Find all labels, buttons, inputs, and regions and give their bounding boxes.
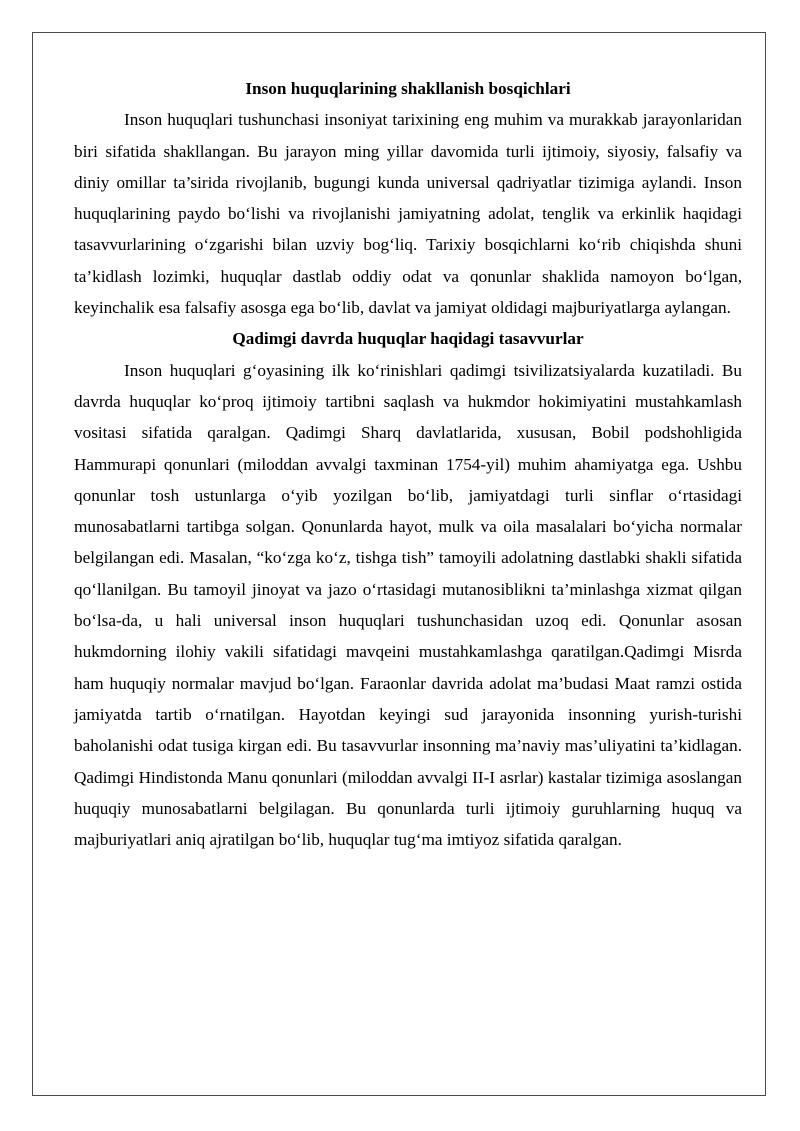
section-heading-formation-stages: Inson huquqlarining shakllanish bosqichlari xyxy=(245,79,571,98)
section-heading-ancient-period: Qadimgi davrda huquqlar haqidagi tasavvurlar xyxy=(232,329,584,349)
paragraph-ancient-period: Inson huquqlari g‘oyasining ilk ko‘rinishlari qadimgi tsivilizatsiyalarda kuzatiladi. Bu davrda huquqlar ko‘proq ijtimoiy tartibni saqlash va hukmdor hokimiyatini mustahkamlash vositasi sifatida qaralgan. Qadimgi Sharq davlatlarida, xususan, Bobil podshohligida Hammurapi qonunlari (miloddan avvalgi taxminan 1754-yil) muhim ahamiyatga ega. Ushbu qonunlar tosh ustunlarga o‘yib yozilgan bo‘lib, jamiyatdagi turli sinflar o‘rtasidagi munosabatlarni tartibga solgan. Qonunlarda hayot, mulk va oila masalalari bo‘yicha normalar belgilangan edi. Masalan, “ko‘zga ko‘z, tishga tish” tamoyili adolatning dastlabki shakli sifatida qo‘llanilgan. Bu tamoyil jinoyat va jazo o‘rtasidagi mutanosiblikni ta’minlashga xizmat qilgan bo‘lsa-da, u hali universal inson huquqlari tushunchasidan uzoq edi. Qonunlar asosan hukmdorning ilohiy vakili sifatidagi mavqeini mustahkamlashga qaratilgan.Qadimgi Misrda ham huquqiy normalar mavjud bo‘lgan. Faraonlar davrida adolat ma’budasi Maat ramzi ostida jamiyatda tartib o‘rnatilgan. Hayotdan keyingi sud jarayonida insonning yurish-turishi baholanishi odat tusiga kirgan edi. Bu tasavvurlar insonning ma’naviy mas’uliyatini ta’kidlagan. Qadimgi Hindistonda Manu qonunlari (miloddan avvalgi II-I asrlar) kastalar tizimiga asoslangan huquqiy munosabatlarni belgilagan. Bu qonunlarda turli ijtimoiy guruhlarning huquq va majburiyatlari aniq ajratilgan bo‘lib, huquqlar tug‘ma imtiyoz sifatida qaralgan. xyxy=(74,360,742,850)
document-body xyxy=(74,73,742,855)
paragraph-introduction: Inson huquqlari tushunchasi insoniyat tarixining eng muhim va murakkab jarayonlaridan biri sifatida shakllangan. Bu jarayon ming yillar davomida turli ijtimoiy, siyosiy, falsafiy va diniy omillar ta’sirida rivojlanib, bugungi kunda universal qadriyatlar tizimiga aylandi. Inson huquqlarining paydo bo‘lishi va rivojlanishi jamiyatning adolat, tenglik va erkinlik haqidagi tasavvurlarining o‘zgarishi bilan uzviy bog‘liq. Tarixiy bosqichlarni ko‘rib chiqishda shuni ta’kidlash lozimki, huquqlar dastlab oddiy odat va qonunlar shaklida namoyon bo‘lgan, keyinchalik esa falsafiy asosga ega bo‘lib, davlat va jamiyat oldidagi majburiyatlarga aylangan. xyxy=(74,110,742,318)
